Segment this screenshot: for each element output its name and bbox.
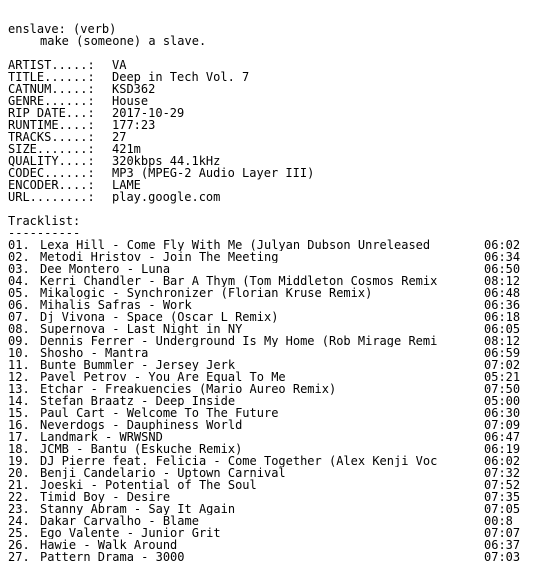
track-title: Supernova - Last Night in NY [40,323,243,335]
track-number: 04. [8,274,30,288]
track-number: 26. [8,538,30,552]
track-row [8,467,530,479]
track-row [8,503,530,515]
info-key: ARTIST.....: [8,58,95,72]
track-duration: 07:52 [484,479,521,491]
track-duration: 07:02 [484,359,521,371]
definition-headline: enslave: (verb) [8,23,117,35]
track-number: 25. [8,526,30,540]
track-row [8,371,530,383]
track-title: Dennis Ferrer - Underground Is My Home (Rob Mirage Remi [40,335,438,347]
track-row [8,479,530,491]
info-value: House [112,94,149,108]
track-duration: 06:34 [484,251,521,263]
track-title: Metodi Hristov - Join The Meeting [40,251,279,263]
track-row [8,335,530,347]
track-number: 20. [8,466,30,480]
track-number: 02. [8,250,30,264]
track-duration: 06:37 [484,539,521,551]
track-duration: 06:50 [484,263,521,275]
tracklist [8,239,530,563]
track-row [8,491,530,503]
track-duration: 00:8 [484,515,513,527]
track-title: Ego Valente - Junior Grit [40,527,221,539]
definition-meaning: make (someone) a slave. [40,35,207,47]
track-title: Timid Boy - Desire [40,491,171,503]
track-duration: 07:07 [484,527,521,539]
track-title: Mihalis Safras - Work [40,299,192,311]
track-number: 16. [8,418,30,432]
info-key: CODEC......: [8,166,95,180]
track-title: Lexa Hill - Come Fly With Me (Julyan Dubson Unreleased [40,239,431,251]
track-row [8,407,530,419]
track-title: Pattern Drama - 3000 [40,551,185,563]
track-row [8,527,530,539]
info-key: RUNTIME....: [8,118,95,132]
blank-line [8,203,530,215]
track-row [8,299,530,311]
track-title: Paul Cart - Welcome To The Future [40,407,279,419]
track-duration: 05:00 [484,395,521,407]
track-title: JCMB - Bantu (Eskuche Remix) [40,443,243,455]
track-title: Benji Candelario - Uptown Carnival [40,467,286,479]
info-key: RIP DATE...: [8,106,95,120]
info-key: ENCODER....: [8,178,95,192]
info-value: 27 [112,130,127,144]
info-key: QUALITY....: [8,154,95,168]
info-value: play.google.com [112,190,221,204]
track-number: 09. [8,334,30,348]
track-number: 11. [8,358,30,372]
info-key: TRACKS.....: [8,130,95,144]
track-duration: 07:35 [484,491,521,503]
track-duration: 08:12 [484,335,521,347]
track-row [8,287,530,299]
track-duration: 07:32 [484,467,521,479]
track-row [8,443,530,455]
track-duration: 07:03 [484,551,521,563]
track-title: Hawie - Walk Around [40,539,178,551]
info-value: LAME [112,178,141,192]
track-number: 01. [8,238,30,252]
info-key: URL........: [8,190,95,204]
track-number: 27. [8,550,30,564]
track-duration: 06:18 [484,311,521,323]
tracklist-heading: Tracklist: [8,215,81,227]
track-duration: 06:19 [484,443,521,455]
track-duration: 06:47 [484,431,521,443]
track-row [8,419,530,431]
track-number: 17. [8,430,30,444]
track-row [8,311,530,323]
track-row [8,263,530,275]
track-row [8,383,530,395]
info-key: GENRE......: [8,94,95,108]
track-duration: 06:48 [484,287,521,299]
track-title: Etchar - Freakuencies (Mario Aureo Remix) [40,383,337,395]
track-row [8,275,530,287]
track-number: 22. [8,490,30,504]
track-row [8,431,530,443]
info-value: 2017-10-29 [112,106,185,120]
tracklist-rule: ---------- [8,227,81,239]
track-row [8,359,530,371]
track-title: Landmark - WRWSND [40,431,163,443]
track-row [8,395,530,407]
info-value: VA [112,58,127,72]
track-duration: 07:05 [484,503,521,515]
info-value: KSD362 [112,82,156,96]
info-value: 320kbps 44.1kHz [112,154,221,168]
info-value: MP3 (MPEG-2 Audio Layer III) [112,166,315,180]
info-value: Deep in Tech Vol. 7 [112,70,250,84]
track-title: DJ Pierre feat. Felicia - Come Together (Alex Kenji Voc [40,455,438,467]
track-number: 06. [8,298,30,312]
track-number: 23. [8,502,30,516]
info-value: 177:23 [112,118,156,132]
track-number: 13. [8,382,30,396]
nfo-document [8,23,530,563]
track-duration: 06:05 [484,323,521,335]
track-title: Stanny Abram - Say It Again [40,503,236,515]
info-value: 421m [112,142,141,156]
track-title: Bunte Bummler - Jersey Jerk [40,359,236,371]
track-title: Joeski - Potential of The Soul [40,479,257,491]
info-url [8,191,530,203]
track-title: Shosho - Mantra [40,347,149,359]
track-row [8,323,530,335]
track-number: 05. [8,286,30,300]
track-number: 21. [8,478,30,492]
track-number: 12. [8,370,30,384]
info-key: CATNUM.....: [8,82,95,96]
track-number: 08. [8,322,30,336]
track-duration: 07:50 [484,383,521,395]
track-number: 03. [8,262,30,276]
release-info [8,59,530,203]
track-number: 10. [8,346,30,360]
track-duration: 06:59 [484,347,521,359]
track-duration: 06:02 [484,239,521,251]
track-title: Pavel Petrov - You Are Equal To Me [40,371,286,383]
track-duration: 08:12 [484,275,521,287]
track-duration: 06:30 [484,407,521,419]
track-number: 24. [8,514,30,528]
track-duration: 06:36 [484,299,521,311]
track-number: 19. [8,454,30,468]
track-title: Mikalogic - Synchronizer (Florian Kruse Remix) [40,287,373,299]
track-title: Stefan Braatz - Deep Inside [40,395,236,407]
track-row [8,551,530,563]
track-duration: 07:09 [484,419,521,431]
track-row [8,455,530,467]
track-title: Kerri Chandler - Bar A Thym (Tom Middleton Cosmos Remix [40,275,438,287]
info-key: SIZE.......: [8,142,95,156]
info-key: TITLE......: [8,70,95,84]
track-title: Dj Vivona - Space (Oscar L Remix) [40,311,279,323]
track-duration: 06:02 [484,455,521,467]
track-row [8,347,530,359]
track-duration: 05:21 [484,371,521,383]
track-number: 15. [8,406,30,420]
track-number: 14. [8,394,30,408]
track-row [8,251,530,263]
track-number: 07. [8,310,30,324]
track-title: Dee Montero - Luna [40,263,171,275]
track-row [8,515,530,527]
track-title: Dakar Carvalho - Blame [40,515,199,527]
track-number: 18. [8,442,30,456]
track-row [8,239,530,251]
track-title: Neverdogs - Dauphiness World [40,419,243,431]
track-row [8,539,530,551]
